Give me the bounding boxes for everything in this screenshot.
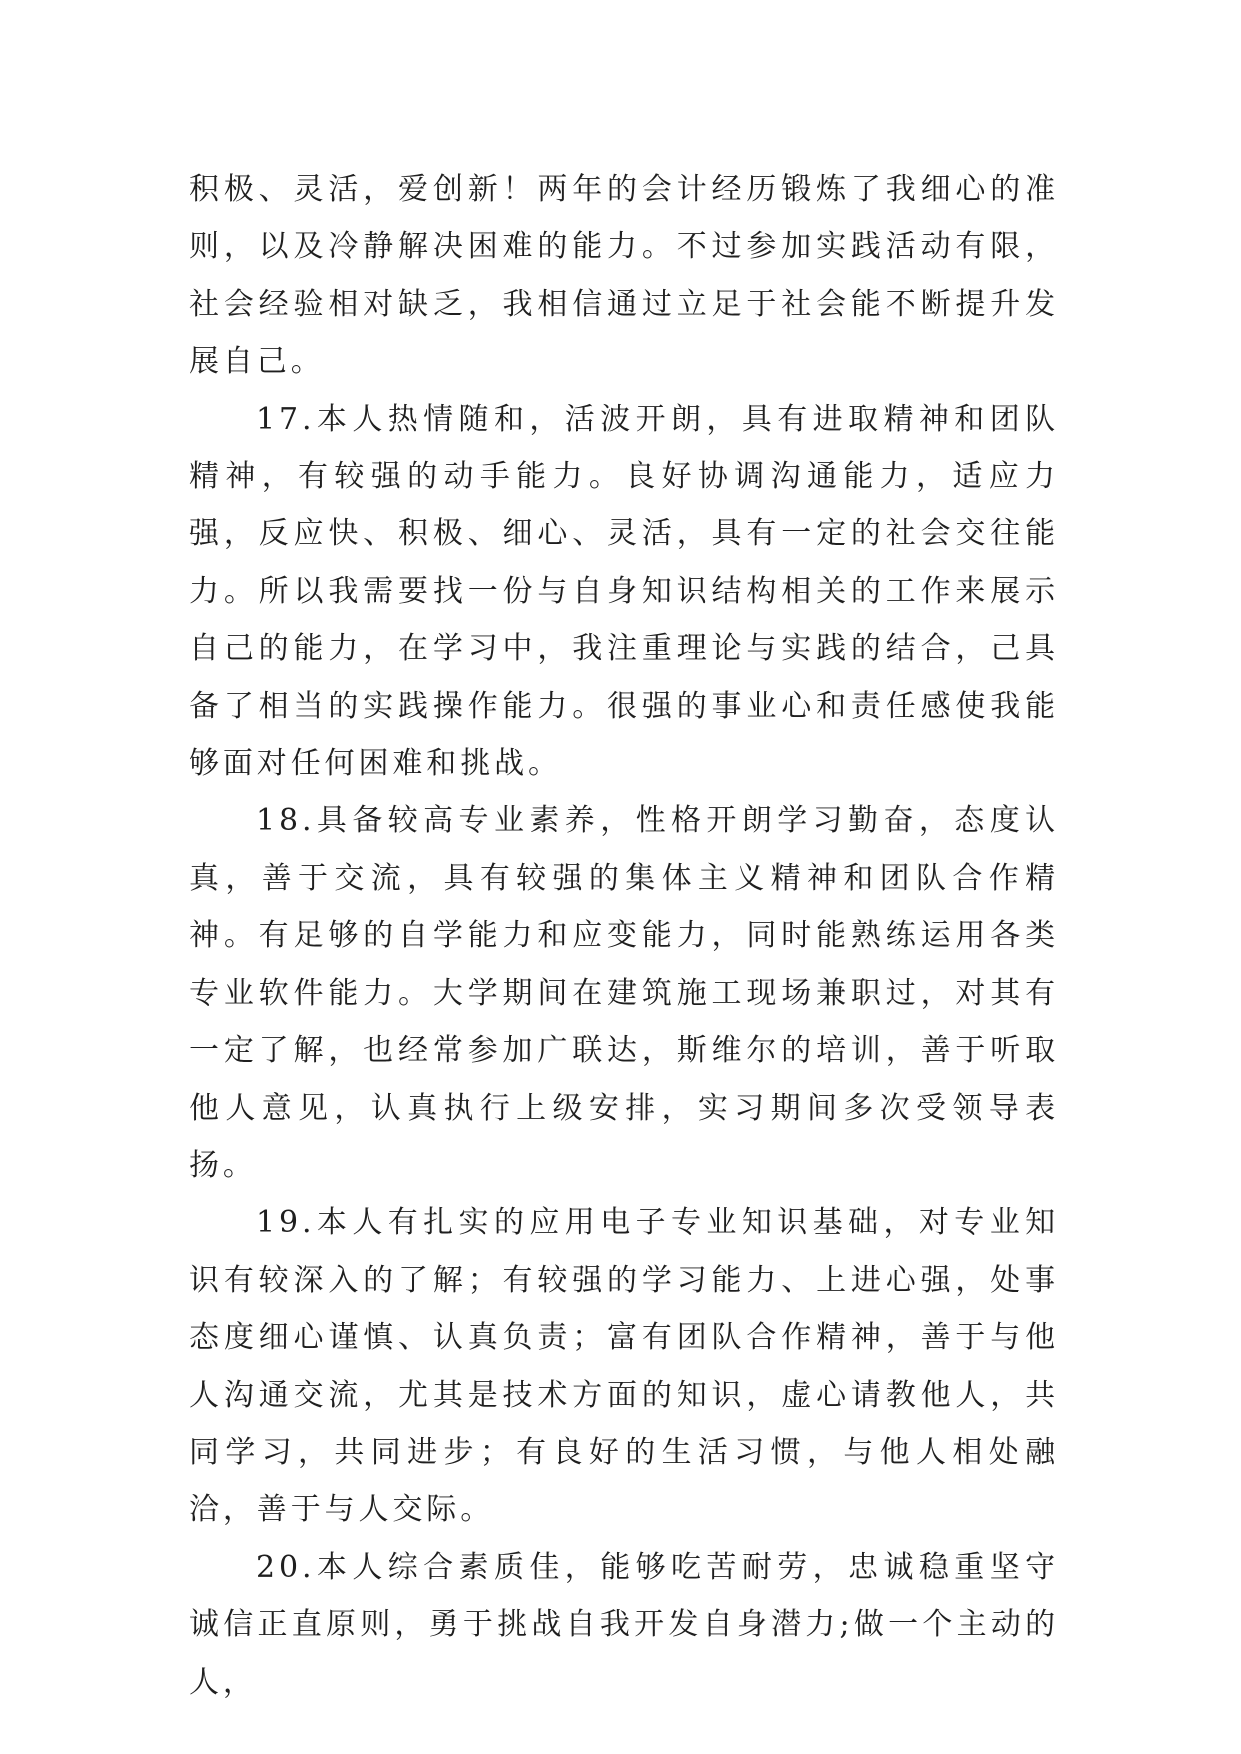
paragraph-item-17: 17.本人热情随和，活波开朗，具有进取精神和团队精神，有较强的动手能力。良好协调沟通能力，适应力强，反应快、积极、细心、灵活，具有一定的社会交往能力。所以我需要找一份与自身知识结构相关的工作来展示自己的能力，在学习中，我注重理论与实践的结合，己具备了相当的实践操作能力。很强的事业心和责任感使我能够面对任何困难和挑战。: [189, 401, 1059, 782]
paragraph-item-18: 18.具备较高专业素养，性格开朗学习勤奋，态度认真，善于交流，具有较强的集体主义精神和团队合作精神。有足够的自学能力和应变能力，同时能熟练运用各类专业软件能力。大学期间在建筑施工现场兼职过，对其有一定了解，也经常参加广联达，斯维尔的培训，善于听取他人意见，认真执行上级安排，实习期间多次受领导表扬。: [189, 803, 1059, 1183]
document-body: [189, 161, 1059, 1711]
paragraph-item-20: 20.本人综合素质佳，能够吃苦耐劳，忠诚稳重坚守诚信正直原则，勇于挑战自我开发自身潜力;做一个主动的人，: [189, 1549, 1059, 1700]
paragraph-item-19: 19.本人有扎实的应用电子专业知识基础，对专业知识有较深入的了解；有较强的学习能力、上进心强，处事态度细心谨慎、认真负责；富有团队合作精神，善于与他人沟通交流，尤其是技术方面的知识，虚心请教他人，共同学习，共同进步；有良好的生活习惯，与他人相处融洽，善于与人交际。: [189, 1205, 1059, 1528]
paragraph-continuation: 积极、灵活，爱创新！两年的会计经历锻炼了我细心的准则，以及冷静解决困难的能力。不过参加实践活动有限，社会经验相对缺乏，我相信通过立足于社会能不断提升发展自己。: [189, 172, 1059, 380]
